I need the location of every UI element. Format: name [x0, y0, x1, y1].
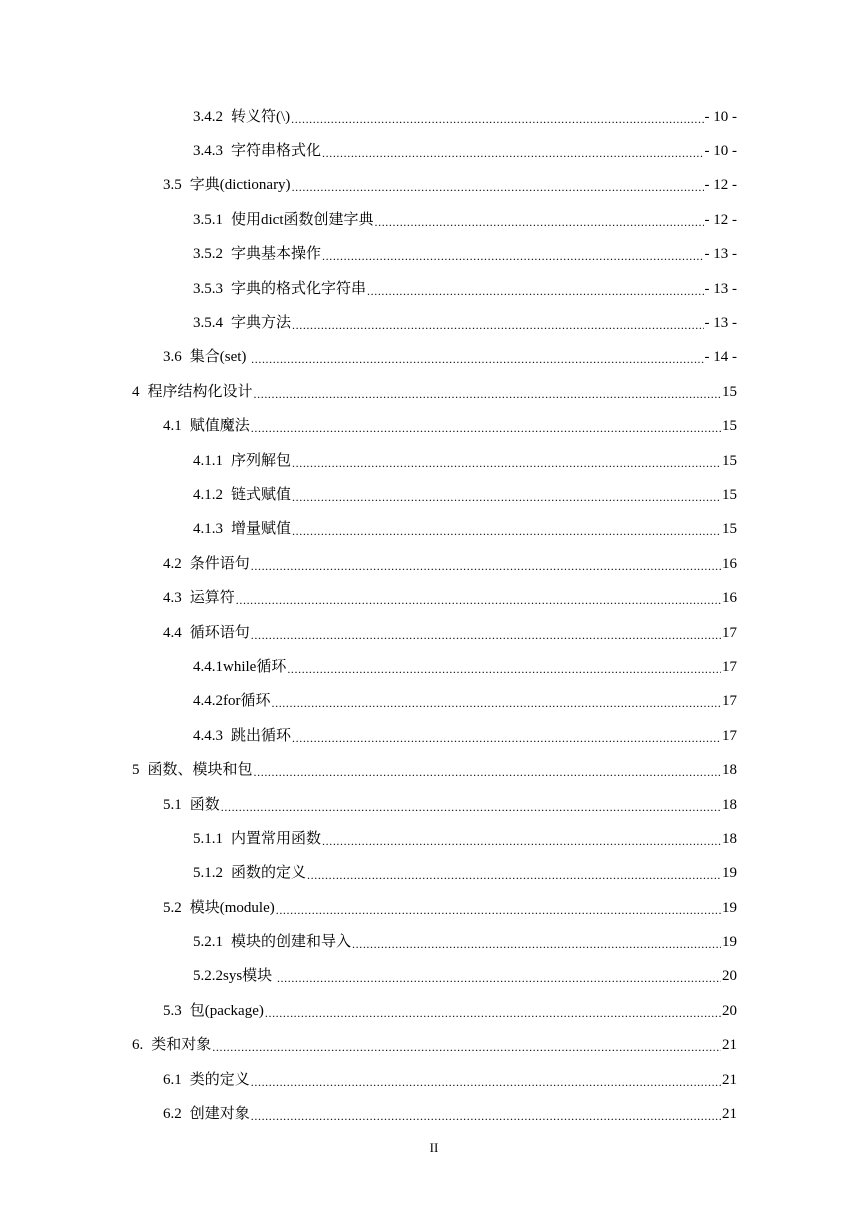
- toc-entry-number: 4.1.1: [193, 452, 223, 469]
- toc-entry-title: 字符串格式化: [231, 143, 322, 160]
- toc-entry-title: 字典方法: [231, 315, 292, 332]
- toc-entry-title: 类的定义: [189, 1071, 250, 1088]
- dot-leader: [292, 488, 721, 503]
- toc-entry[interactable]: [0, 306, 868, 340]
- toc-entry-number: 4.3: [163, 590, 182, 607]
- dot-leader: [251, 1073, 721, 1088]
- toc-entry-number: 4.4.2: [193, 693, 223, 710]
- toc-entry[interactable]: [0, 685, 868, 719]
- dot-leader: [254, 763, 721, 778]
- toc-entry-number: 6.: [132, 1037, 144, 1054]
- toc-entry-title: 字典(dictionary): [189, 177, 291, 194]
- toc-entry-number: 3.6: [163, 349, 182, 366]
- toc-entry-title: 集合(set): [189, 349, 251, 366]
- toc-entry-title: 函数的定义: [231, 865, 307, 882]
- toc-entry-page: 16: [722, 555, 737, 572]
- toc-entry-title: 函数、模块和包: [147, 762, 253, 779]
- toc-entry-number: 4.1.2: [193, 486, 223, 503]
- toc-entry-number: 5: [132, 762, 140, 779]
- toc-entry[interactable]: [0, 1097, 868, 1131]
- dot-leader: [292, 729, 721, 744]
- toc-entry-title: 模块(module): [189, 899, 275, 916]
- toc-entry-page: 16: [722, 590, 737, 607]
- toc-entry[interactable]: [0, 272, 868, 306]
- toc-entry-title: 内置常用函数: [231, 830, 322, 847]
- dot-leader: [292, 522, 721, 537]
- toc-entry-title: 转义符(\): [231, 108, 291, 125]
- toc-entry[interactable]: [0, 788, 868, 822]
- toc-entry[interactable]: [0, 513, 868, 547]
- toc-entry-title: 创建对象: [189, 1106, 250, 1123]
- dot-leader: [251, 626, 721, 641]
- toc-entry[interactable]: [0, 341, 868, 375]
- toc-entry-number: 4.1.3: [193, 521, 223, 538]
- toc-entry[interactable]: [0, 169, 868, 203]
- toc-entry-number: 4: [132, 383, 140, 400]
- toc-entry-title: 条件语句: [189, 555, 250, 572]
- toc-entry-page: 15: [722, 452, 737, 469]
- toc-entry-number: 5.1.1: [193, 830, 223, 847]
- toc-entry-number: 4.4: [163, 624, 182, 641]
- toc-entry[interactable]: [0, 1063, 868, 1097]
- dot-leader: [322, 247, 703, 262]
- toc-entry-number: 3.4.2: [193, 108, 223, 125]
- dot-leader: [272, 694, 722, 709]
- dot-leader: [307, 866, 721, 881]
- toc-entry-number: 4.1: [163, 418, 182, 435]
- toc-entry-number: 3.4.3: [193, 143, 223, 160]
- toc-entry-number: 3.5.4: [193, 315, 223, 332]
- toc-entry-page: 21: [722, 1037, 737, 1054]
- toc-entry-page: 20: [722, 1002, 737, 1019]
- toc-entry-number: 5.1: [163, 796, 182, 813]
- dot-leader: [251, 557, 721, 572]
- dot-leader: [265, 1004, 721, 1019]
- toc-entry[interactable]: [0, 1029, 868, 1063]
- toc-entry-number: 3.5.3: [193, 280, 223, 297]
- toc-entry-title: 包(package): [189, 1002, 264, 1019]
- toc-entry-page: 15: [722, 383, 737, 400]
- dot-leader: [352, 935, 721, 950]
- toc-entry-page: 15: [722, 486, 737, 503]
- dot-leader: [212, 1038, 721, 1053]
- toc-entry[interactable]: [0, 925, 868, 959]
- toc-entry-number: 6.1: [163, 1071, 182, 1088]
- dot-leader: [221, 798, 721, 813]
- toc-entry-page: 18: [722, 762, 737, 779]
- dot-leader: [251, 350, 703, 365]
- toc-entry-title: 字典的格式化字符串: [231, 280, 367, 297]
- toc-entry-page: 17: [722, 727, 737, 744]
- toc-entry-number: 3.5.1: [193, 211, 223, 228]
- toc-entry-page: 15: [722, 418, 737, 435]
- toc-entry-page: 20: [722, 968, 737, 985]
- dot-leader: [322, 832, 721, 847]
- toc-entry-page: 19: [722, 865, 737, 882]
- toc-entry[interactable]: [0, 547, 868, 581]
- toc-entry[interactable]: [0, 616, 868, 650]
- toc-entry-number: 5.2.2: [193, 968, 223, 985]
- dot-leader: [236, 591, 721, 606]
- toc-entry-page: 19: [722, 934, 737, 951]
- toc-entry[interactable]: [0, 410, 868, 444]
- toc-entry[interactable]: [0, 891, 868, 925]
- toc-entry-page: - 12 -: [704, 177, 737, 194]
- toc-entry-page: - 13 -: [704, 280, 737, 297]
- toc-entry[interactable]: [0, 650, 868, 684]
- toc-entry-title: 字典基本操作: [231, 246, 322, 263]
- toc-entry-page: - 14 -: [704, 349, 737, 366]
- page-number: II: [429, 1140, 439, 1155]
- toc-entry-title: 增量赋值: [231, 521, 292, 538]
- toc-entry-page: 18: [722, 796, 737, 813]
- toc-entry-title: while循环: [223, 658, 287, 675]
- toc-entry-number: 5.2: [163, 899, 182, 916]
- dot-leader: [291, 110, 703, 125]
- toc-entry-title: 程序结构化设计: [147, 383, 253, 400]
- dot-leader: [367, 282, 703, 297]
- toc-entry-number: 4.4.1: [193, 658, 223, 675]
- toc-entry-title: 使用dict函数创建字典: [231, 211, 374, 228]
- toc-entry[interactable]: [0, 822, 868, 856]
- table-of-contents: [0, 100, 868, 1132]
- toc-entry[interactable]: [0, 994, 868, 1028]
- dot-leader: [292, 316, 703, 331]
- toc-entry-page: 21: [722, 1106, 737, 1123]
- toc-entry[interactable]: [0, 581, 868, 615]
- toc-entry-page: - 12 -: [704, 211, 737, 228]
- toc-entry-title: 循环语句: [189, 624, 250, 641]
- toc-entry-number: 4.4.3: [193, 727, 223, 744]
- dot-leader: [276, 901, 721, 916]
- dot-leader: [277, 969, 721, 984]
- toc-entry[interactable]: [0, 960, 868, 994]
- toc-entry[interactable]: [0, 719, 868, 753]
- toc-entry[interactable]: [0, 478, 868, 512]
- dot-leader: [292, 178, 704, 193]
- toc-entry-page: 17: [722, 624, 737, 641]
- dot-leader: [251, 1107, 721, 1122]
- toc-entry-page: - 10 -: [704, 108, 737, 125]
- dot-leader: [375, 213, 704, 228]
- toc-entry-title: 链式赋值: [231, 486, 292, 503]
- toc-entry[interactable]: [0, 857, 868, 891]
- toc-entry-title: 序列解包: [231, 452, 292, 469]
- toc-entry-page: 21: [722, 1071, 737, 1088]
- toc-entry-page: - 13 -: [704, 246, 737, 263]
- toc-entry-number: 4.2: [163, 555, 182, 572]
- toc-entry-page: 17: [722, 693, 737, 710]
- toc-entry-title: for循环: [223, 693, 271, 710]
- toc-entry-title: 跳出循环: [231, 727, 292, 744]
- toc-entry-number: 3.5: [163, 177, 182, 194]
- toc-entry-number: 5.2.1: [193, 934, 223, 951]
- toc-entry-title: 赋值魔法: [189, 418, 250, 435]
- toc-entry-page: 17: [722, 658, 737, 675]
- toc-entry-page: - 13 -: [704, 315, 737, 332]
- toc-entry[interactable]: [0, 375, 868, 409]
- toc-entry-title: 类和对象: [151, 1037, 212, 1054]
- toc-entry-number: 6.2: [163, 1106, 182, 1123]
- toc-entry-title: sys模块: [223, 968, 276, 985]
- dot-leader: [251, 419, 721, 434]
- toc-entry-page: 19: [722, 899, 737, 916]
- dot-leader: [292, 454, 721, 469]
- dot-leader: [287, 660, 721, 675]
- toc-entry-title: 模块的创建和导入: [231, 934, 352, 951]
- toc-entry-page: 18: [722, 830, 737, 847]
- toc-entry[interactable]: [0, 134, 868, 168]
- toc-entry[interactable]: [0, 753, 868, 787]
- dot-leader: [322, 144, 703, 159]
- toc-entry-page: - 10 -: [704, 143, 737, 160]
- toc-entry[interactable]: [0, 203, 868, 237]
- toc-entry[interactable]: [0, 100, 868, 134]
- toc-entry-title: 函数: [189, 796, 220, 813]
- dot-leader: [254, 385, 721, 400]
- toc-entry-title: 运算符: [189, 590, 235, 607]
- toc-entry-number: 5.3: [163, 1002, 182, 1019]
- toc-entry[interactable]: [0, 238, 868, 272]
- toc-entry[interactable]: [0, 444, 868, 478]
- toc-entry-number: 5.1.2: [193, 865, 223, 882]
- toc-entry-page: 15: [722, 521, 737, 538]
- toc-entry-number: 3.5.2: [193, 246, 223, 263]
